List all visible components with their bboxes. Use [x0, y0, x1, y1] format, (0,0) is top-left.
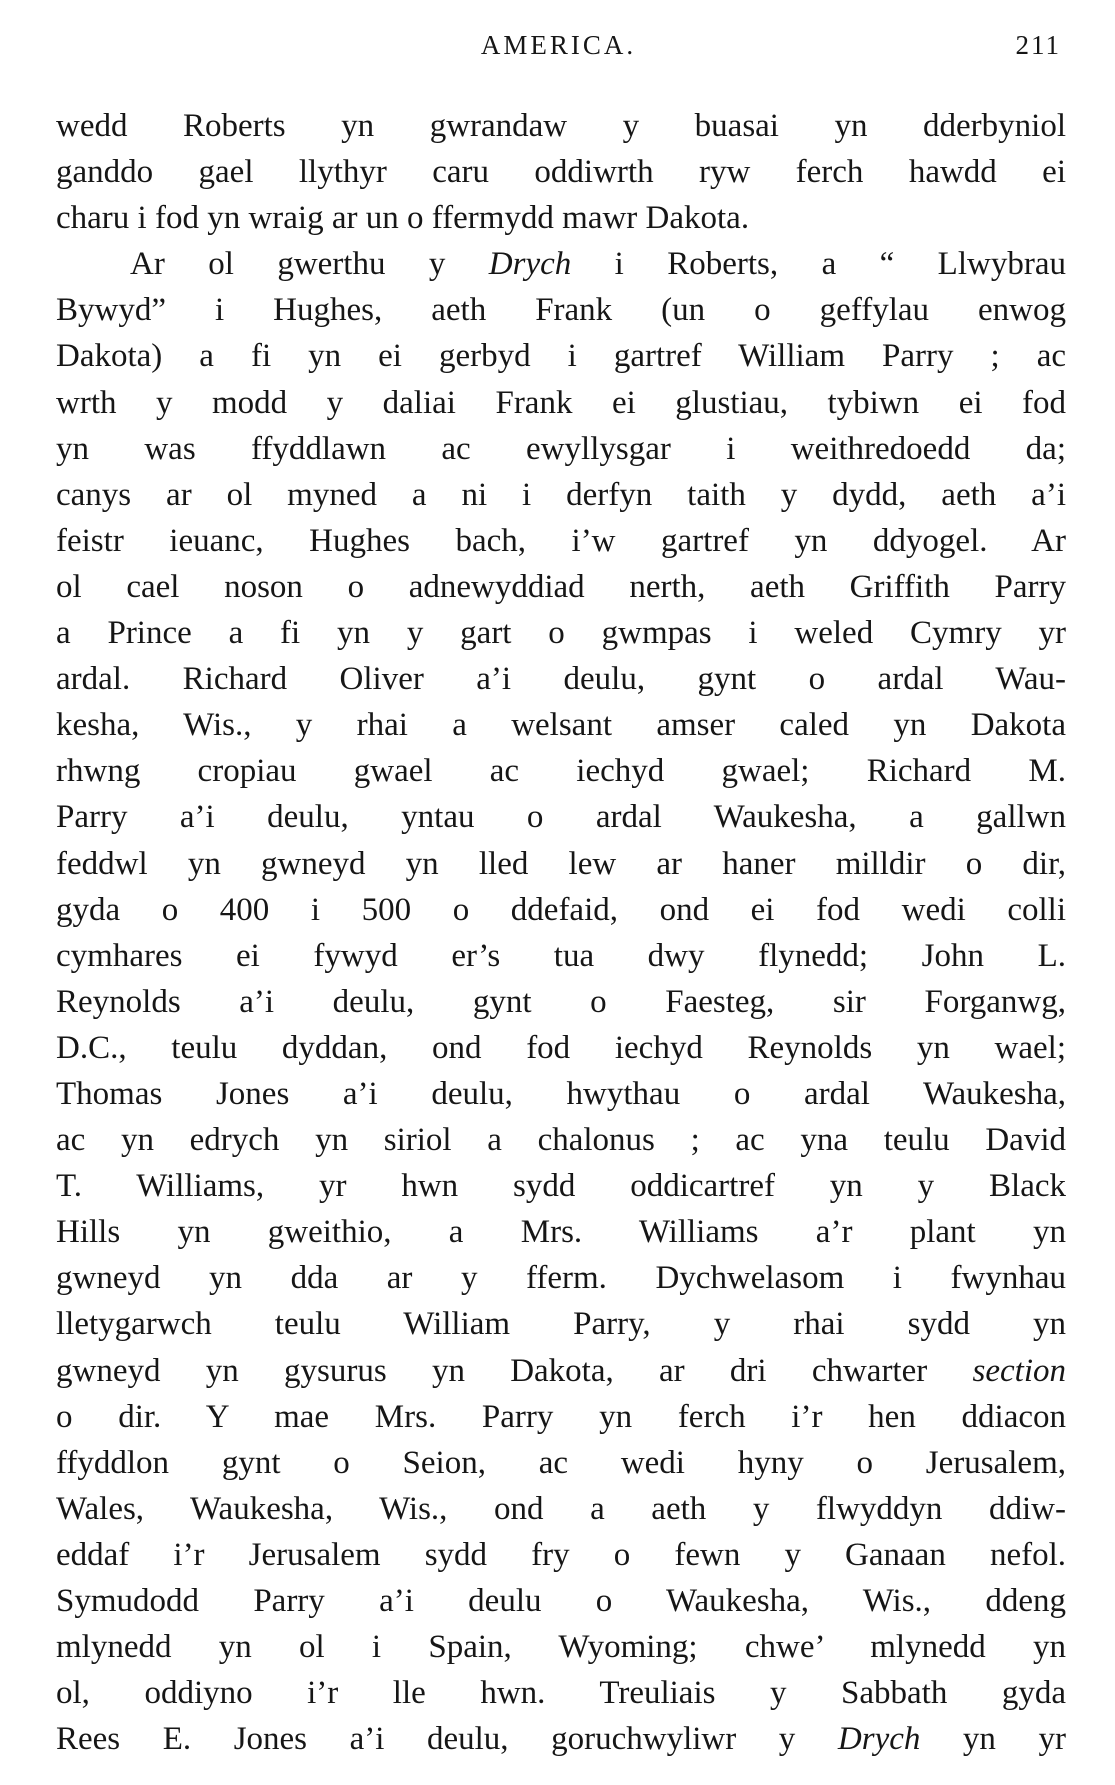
text-line: gyda o 400 i 500 o ddefaid, ond ei fod wedi colli — [56, 891, 1066, 928]
text-line: o dir. Y mae Mrs. Parry yn ferch i’r hen ddiacon — [56, 1398, 1066, 1435]
italic-word: section — [972, 1352, 1066, 1389]
text-line: ol cael noson o adnewyddiad nerth, aeth Griffith Parry — [56, 568, 1066, 605]
text-line: charu i fod yn wraig ar un o ffermydd mawr Dakota. — [56, 200, 750, 237]
italic-word: Drych — [837, 1721, 921, 1758]
text-line: a Prince a fi yn y gart o gwmpas i weled Cymry yr — [56, 615, 1066, 652]
text-line: ardal. Richard Oliver a’i deulu, gynt o ardal Wau- — [56, 661, 1066, 698]
text-line: feddwl yn gwneyd yn lled lew ar haner milldir o dir, — [56, 845, 1066, 882]
text-line: Hills yn gweithio, a Mrs. Williams a’r plant yn — [56, 1214, 1066, 1251]
text-line: lletygarwch teulu William Parry, y rhai sydd yn — [56, 1306, 1066, 1343]
body-text — [56, 103, 1066, 1762]
text-line: Parry a’i deulu, yntau o ardal Waukesha, a gallwn — [56, 799, 1066, 836]
page-header — [56, 30, 1061, 70]
italic-word: Drych — [488, 246, 572, 283]
text-line: gwneyd yn dda ar y fferm. Dychwelasom i fwynhau — [56, 1260, 1066, 1297]
text-line: Wales, Waukesha, Wis., ond a aeth y flwyddyn ddiw- — [56, 1490, 1066, 1527]
text-line: cymhares ei fywyd er’s tua dwy flynedd; John L. — [56, 937, 1066, 974]
text-line: ganddo gael llythyr caru oddiwrth ryw ferch hawdd ei — [56, 154, 1066, 191]
text-line: wedd Roberts yn gwrandaw y buasai yn dderbyniol — [56, 108, 1066, 144]
text-line: T. Williams, yr hwn sydd oddicartref yn y Black — [56, 1168, 1066, 1205]
text-line: ac yn edrych yn siriol a chalonus ; ac yna teulu David — [56, 1122, 1066, 1159]
text-line: Symudodd Parry a’i deulu o Waukesha, Wis., ddeng — [56, 1583, 1066, 1619]
running-title: AMERICA. — [480, 30, 637, 60]
text-line: Bywyd” i Hughes, aeth Frank (un o geffylau enwog — [56, 292, 1066, 329]
text-line: feistr ieuanc, Hughes bach, i’w gartref yn ddyogel. Ar — [56, 522, 1066, 559]
text-line: wrth y modd y daliai Frank ei glustiau, tybiwn ei fod — [56, 384, 1066, 421]
text-line: ol, oddiyno i’r lle hwn. Treuliais y Sabbath gyda — [56, 1675, 1066, 1712]
text-line: Dakota) a fi yn ei gerbyd i gartref William Parry ; ac — [56, 338, 1066, 375]
text-line: ffyddlon gynt o Seion, ac wedi hyny o Jerusalem, — [56, 1444, 1066, 1481]
text-line: Reynolds a’i deulu, gynt o Faesteg, sir Forganwg, — [56, 983, 1066, 1020]
text-line: mlynedd yn ol i Spain, Wyoming; chwe’ mlynedd yn — [56, 1629, 1066, 1666]
text-line: D.C., teulu dyddan, ond fod iechyd Reynolds yn wael; — [56, 1029, 1066, 1066]
text-line: rhwng cropiau gwael ac iechyd gwael; Richard M. — [56, 753, 1066, 790]
text-line: eddaf i’r Jerusalem sydd fry o fewn y Ganaan nefol. — [56, 1536, 1066, 1573]
text-line: Ar ol gwerthu y Drych i Roberts, a “ Llwybrau — [130, 246, 1066, 283]
page-number: 211 — [1015, 30, 1061, 60]
text-line: yn was ffyddlawn ac ewyllysgar i weithredoedd da; — [56, 430, 1066, 467]
text-line: canys ar ol myned a ni i derfyn taith y dydd, aeth a’i — [56, 476, 1066, 513]
text-line: Rees E. Jones a’i deulu, goruchwyliwr y Drych yn yr — [56, 1721, 1066, 1758]
text-line: gwneyd yn gysurus yn Dakota, ar dri chwarter section — [56, 1352, 1066, 1389]
text-line: kesha, Wis., y rhai a welsant amser caled yn Dakota — [56, 707, 1066, 744]
text-line: Thomas Jones a’i deulu, hwythau o ardal Waukesha, — [56, 1075, 1066, 1112]
